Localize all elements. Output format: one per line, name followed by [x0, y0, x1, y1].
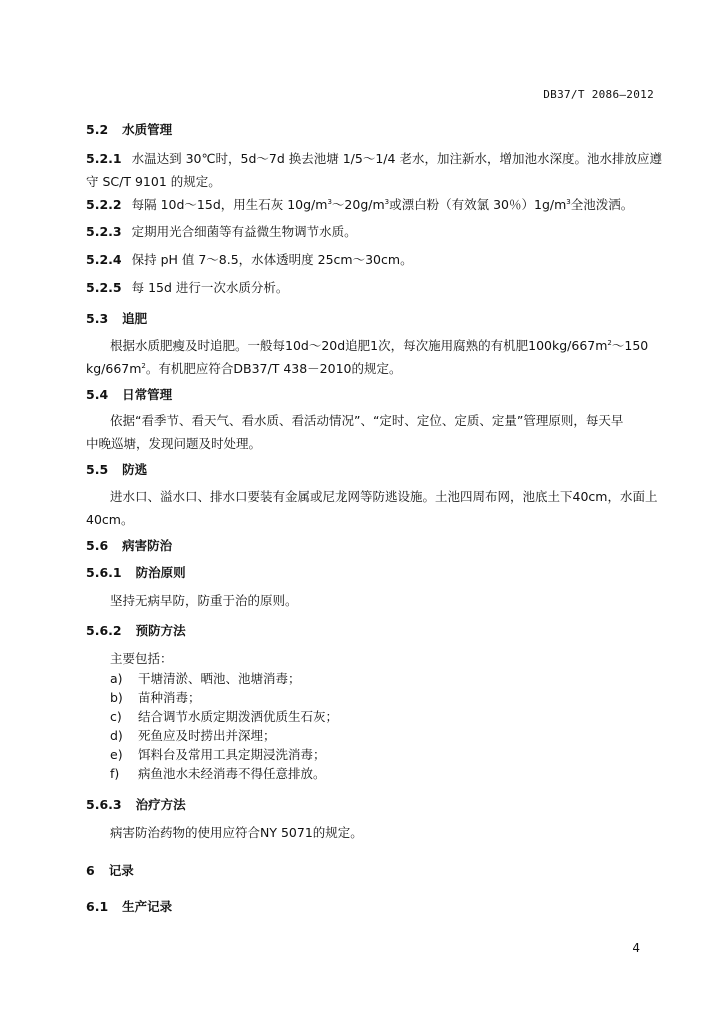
list-item-text: 饵料台及常用工具定期浸洗消毒； — [138, 747, 326, 762]
clause-5-2-4 — [86, 248, 658, 271]
list-item — [110, 726, 276, 744]
body-line2-b: 。有机肥应符合DB37/T 438－2010的规定。 — [145, 361, 402, 376]
list-marker: d) — [110, 728, 123, 743]
section-5-5-body — [86, 485, 658, 531]
standard-code-header: DB37/T 2086—2012 — [543, 88, 654, 101]
clause-5-2-3 — [86, 220, 658, 243]
body-line2: 40cm。 — [86, 512, 134, 527]
clause-5-2-5 — [86, 276, 658, 299]
section-heading-5-6 — [86, 536, 172, 554]
subsection-title: 防治原则 — [135, 565, 186, 580]
body-line1-end: ～150 — [611, 338, 649, 353]
superscript: 3 — [384, 197, 390, 206]
subsection-heading-5-6-1 — [86, 563, 186, 581]
section-heading-5-3 — [86, 309, 147, 327]
body-line1: 依据“看季节、看天气、看水质、看活动情况”、“定时、定位、定质、定量”管理原则，每天早 — [110, 413, 624, 428]
clause-text-line2: 守 SC/T 9101 的规定。 — [86, 174, 221, 189]
section-number: 5.4 — [86, 387, 109, 402]
list-marker: b) — [110, 690, 123, 705]
list-marker: f) — [110, 766, 120, 781]
list-item — [110, 707, 338, 725]
clause-number: 5.2.1 — [86, 151, 122, 166]
list-marker: e) — [110, 747, 123, 762]
section-5-4-body — [86, 409, 658, 455]
subsection-5-6-3-body: 病害防治药物的使用应符合NY 5071的规定。 — [110, 825, 363, 840]
superscript: 3 — [566, 197, 571, 206]
clause-5-2-1 — [86, 147, 662, 193]
list-item — [110, 669, 301, 687]
list-item — [110, 745, 326, 763]
superscript: 2 — [141, 361, 146, 370]
clause-number: 5.2.2 — [86, 197, 122, 212]
subsection-heading-6-1 — [86, 897, 172, 915]
body-line2-a: kg/667m — [86, 361, 142, 376]
superscript: 3 — [327, 197, 332, 206]
subsection-title: 预防方法 — [135, 623, 186, 638]
section-heading-5-2 — [86, 120, 172, 138]
subsection-number: 5.6.3 — [86, 797, 122, 812]
clause-number: 5.2.3 — [86, 224, 122, 239]
clause-text: 保持 pH 值 7～8.5，水体透明度 25cm～30cm。 — [131, 252, 413, 267]
section-heading-5-5 — [86, 460, 147, 478]
list-item-text: 苗种消毒； — [138, 690, 201, 705]
subsection-number: 6.1 — [86, 899, 109, 914]
subsection-title: 治疗方法 — [135, 797, 186, 812]
section-title: 追肥 — [122, 311, 148, 326]
clause-text-d: 全池泼洒。 — [570, 197, 634, 212]
subsection-heading-5-6-2 — [86, 621, 186, 639]
list-marker: a) — [110, 671, 123, 686]
list-item — [110, 764, 326, 782]
section-title: 水质管理 — [122, 122, 173, 137]
section-number: 5.5 — [86, 462, 109, 477]
subsection-number: 5.6.2 — [86, 623, 122, 638]
clause-5-2-2 — [86, 193, 658, 216]
list-item-text: 病鱼池水未经消毒不得任意排放。 — [138, 766, 326, 781]
subsection-number: 5.6.1 — [86, 565, 122, 580]
superscript: 2 — [607, 338, 612, 347]
subsection-title: 生产记录 — [122, 899, 173, 914]
section-title: 防逃 — [122, 462, 148, 477]
list-item-text: 干塘清淤、晒池、池塘消毒； — [138, 671, 301, 686]
section-number: 6 — [86, 863, 95, 878]
list-item-text: 死鱼应及时捞出并深埋； — [138, 728, 276, 743]
clause-text-a: 每隔 10d～15d，用生石灰 10g/m — [131, 197, 328, 212]
section-number: 5.3 — [86, 311, 109, 326]
clause-number: 5.2.4 — [86, 252, 122, 267]
page-number: 4 — [632, 941, 640, 955]
list-intro: 主要包括： — [110, 651, 173, 666]
clause-text: 每 15d 进行一次水质分析。 — [131, 280, 289, 295]
body-line1: 进水口、溢水口、排水口要装有金属或尼龙网等防逃设施。土池四周布网，池底土下40cm，水面上 — [110, 489, 658, 504]
clause-text-line1: 水温达到 30℃时，5d～7d 换去池塘 1/5～1/4 老水，加注新水，增加池水深度。池水排放应遵 — [131, 151, 662, 166]
clause-number: 5.2.5 — [86, 280, 122, 295]
list-marker: c) — [110, 709, 122, 724]
section-heading-6 — [86, 861, 134, 879]
section-5-3-body — [86, 334, 658, 380]
clause-text: 定期用光合细菌等有益微生物调节水质。 — [131, 224, 357, 239]
body-line1: 根据水质肥瘦及时追肥。一般每10d～20d追肥1次，每次施用腐熟的有机肥100kg/667m — [110, 338, 608, 353]
section-title: 日常管理 — [122, 387, 173, 402]
clause-text-c: 或漂白粉（有效氯 30％）1g/m — [389, 197, 567, 212]
section-number: 5.2 — [86, 122, 109, 137]
section-title: 记录 — [108, 863, 134, 878]
section-heading-5-4 — [86, 385, 172, 403]
clause-text-b: ～20g/m — [331, 197, 385, 212]
list-item-text: 结合调节水质定期泼洒优质生石灰； — [138, 709, 339, 724]
body-line2: 中晚巡塘，发现问题及时处理。 — [86, 436, 262, 451]
subsection-heading-5-6-3 — [86, 795, 186, 813]
list-item — [110, 688, 201, 706]
subsection-5-6-1-body: 坚持无病早防，防重于治的原则。 — [110, 593, 298, 608]
section-title: 病害防治 — [122, 538, 173, 553]
section-number: 5.6 — [86, 538, 109, 553]
